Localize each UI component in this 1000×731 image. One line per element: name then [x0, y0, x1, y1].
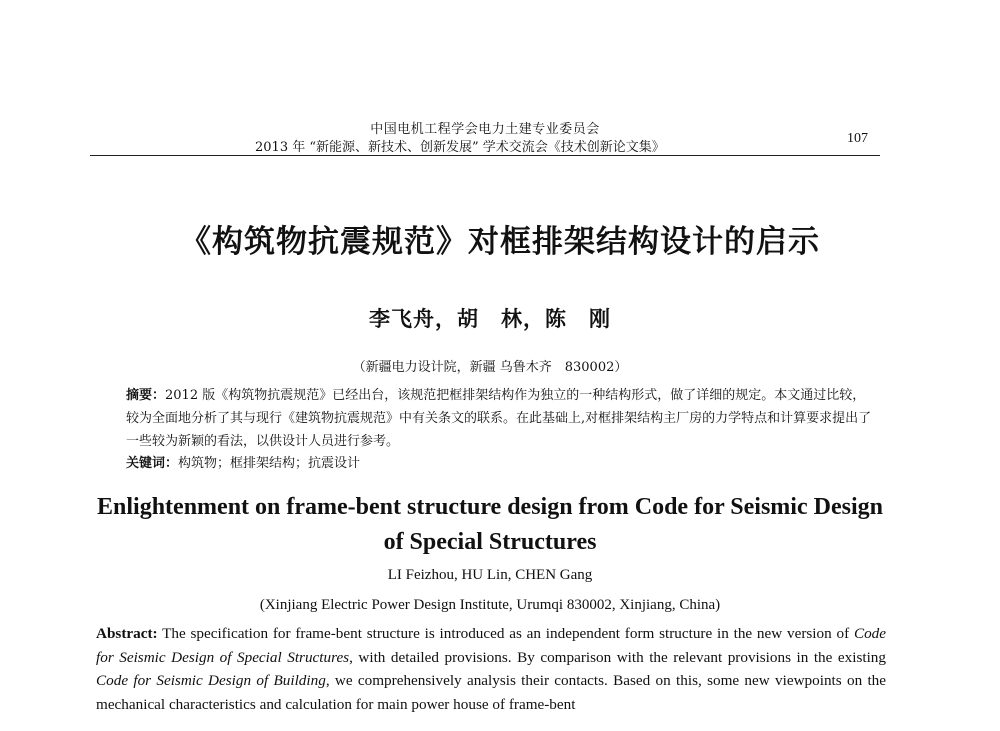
chinese-keywords-text: 构筑物；框排架结构；抗震设计	[178, 456, 361, 471]
chinese-keywords-label: 关键词：	[126, 456, 179, 471]
english-abstract	[96, 622, 886, 716]
chinese-title: 《构筑物抗震规范》对框排架结构设计的启示	[180, 224, 820, 260]
journal-header-organization: 中国电机工程学会电力土建专业委员会	[370, 122, 600, 137]
english-abstract-text-3: , we comprehensively analysis their contacts. Based on this, some new viewpoints on the mechanical characteristics and calculation for main power house of frame-bent	[96, 672, 887, 713]
journal-header-proceedings: 2013 年 “新能源、新技术、创新发展” 学术交流会《技术创新论文集》	[255, 140, 665, 155]
chinese-abstract-label: 摘要：	[126, 388, 166, 403]
english-abstract-label: Abstract:	[96, 625, 158, 642]
english-affiliation: (Xinjiang Electric Power Design Institute, Urumqi 830002, Xinjiang, China)	[259, 597, 721, 613]
english-abstract-code-reference-2: Code for Seismic Design of Building	[96, 672, 326, 689]
english-title: Enlightenment on frame-bent structure design from Code for Seismic Design of Special Structures	[97, 494, 883, 555]
english-authors: LI Feizhou, HU Lin, CHEN Gang	[387, 567, 593, 583]
chinese-affiliation: （新疆电力设计院，新疆 乌鲁木齐 830002）	[352, 360, 628, 375]
chinese-abstract	[126, 384, 878, 453]
english-abstract-code-reference-1: Code for Seismic Design of Special Structures	[96, 625, 886, 666]
header-divider	[90, 155, 880, 156]
chinese-keywords	[126, 452, 360, 471]
page-number: 107	[847, 131, 868, 146]
chinese-abstract-text: 2012 版《构筑物抗震规范》已经出台，该规范把框排架结构作为独立的一种结构形式，做了详细的规定。本文通过比较，较为全面地分析了其与现行《建筑物抗震规范》中有关条文的联系。在此基础上,对框排架结构主厂房的力学特点和计算要求提出了一些较为新颖的看法，以供设计人员进行参考。	[126, 388, 872, 449]
chinese-authors: 李飞舟，胡 林，陈 刚	[369, 307, 611, 331]
english-abstract-text-2: , with detailed provisions. By comparison with the relevant provisions in the existing	[349, 648, 886, 666]
english-abstract-text-1: The specification for frame-bent structure is introduced as an independent form structure in the new version of	[157, 625, 854, 642]
